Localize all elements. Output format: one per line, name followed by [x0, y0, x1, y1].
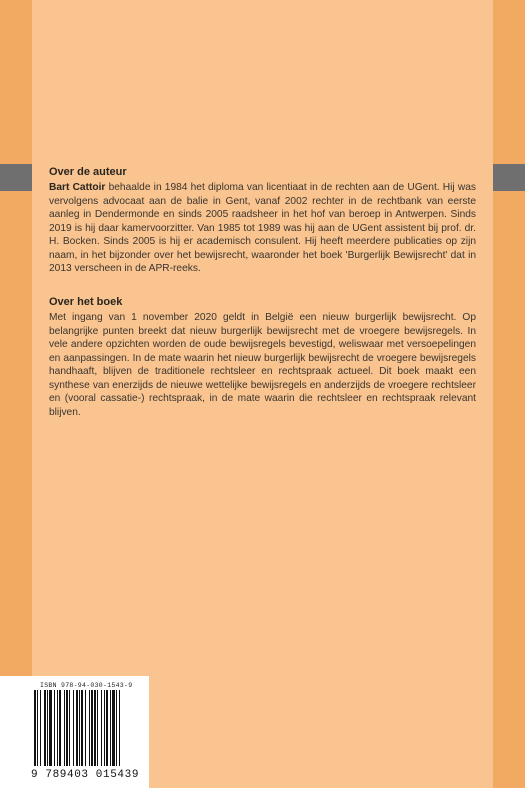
barcode-bar — [81, 690, 83, 766]
barcode-bar — [104, 690, 105, 766]
barcode-bar — [47, 690, 48, 766]
isbn-label: ISBN 978-94-030-1543-9 — [40, 682, 133, 689]
author-bio-text: behaalde in 1984 het diploma van licentiaat in de rechten aan de UGent. Hij was vervolgens advocaat aan de balie in Gent, vanaf 2002 rechter in de rechtbank van eerste aanleg in Dendermonde en sinds 2005 raadsheer in het hof van beroep in Antwerpen. Sinds 2019 is hij daar kamervoorzitter. Van 1985 tot 1989 was hij aan de UGent assistent bij prof. dr. H. Bocken. Sinds 2005 is hij er academisch consulent. Hij heeft meerdere publicaties op zijn naam, in het bijzonder over het bewijsrecht, waaronder het boek 'Burgerlijk Bewijsrecht' dat in 2013 verscheen in de APR-reeks. — [49, 182, 476, 274]
barcode-bar — [94, 690, 96, 766]
barcode-bar — [73, 690, 74, 766]
author-bio — [49, 181, 476, 276]
isbn-digits: 9 789403 015439 — [31, 769, 140, 781]
right-side-band — [493, 0, 525, 788]
barcode-bar — [101, 690, 102, 766]
barcode-bar — [89, 690, 90, 766]
left-side-band — [0, 0, 32, 788]
barcode-bar — [106, 690, 108, 766]
author-name: Bart Cattoir — [49, 182, 106, 193]
author-heading: Over de auteur — [49, 166, 127, 178]
barcode-bar — [112, 690, 115, 766]
barcode-bar — [85, 690, 86, 766]
left-grey-strip — [0, 164, 32, 191]
barcode-bar — [119, 690, 120, 766]
barcode-bar — [54, 690, 55, 766]
barcode-bar — [110, 690, 111, 766]
book-description: Met ingang van 1 november 2020 geldt in België een nieuw burgerlijk bewijsrecht. Op belangrijke punten breekt dat nieuw burgerlijk bewijsrecht met de vroegere bewijsregels. In vele andere opzichten worden de oude bewijsregels bevestigd, weliswaar met versoepelingen en aanpassingen. In de mate waarin het nieuw burgerlijk bewijsrecht de vroegere bewijsregels handhaaft, blijven de traditionele rechtsleer en rechtspraak actueel. Dit boek maakt een synthese van enerzijds de nieuwe wettelijke bewijsregels en anderzijds de vroegere rechtsleer en (vooral cassatie-) rechtspraak, in de mate waarin die rechtsleer en rechtspraak relevant blijven. — [49, 312, 476, 418]
barcode-bar — [34, 690, 36, 766]
book-heading: Over het boek — [49, 296, 123, 308]
barcode-bar — [44, 690, 46, 766]
barcode-bar — [116, 690, 117, 766]
barcode-bar — [59, 690, 61, 766]
barcode-bar — [57, 690, 58, 766]
barcode-bar — [49, 690, 52, 766]
barcode — [34, 690, 146, 766]
barcode-bar — [66, 690, 68, 766]
barcode-bar — [40, 690, 41, 766]
barcode-bar — [76, 690, 78, 766]
right-grey-strip — [493, 164, 525, 191]
barcode-bar — [79, 690, 80, 766]
barcode-bar — [64, 690, 65, 766]
barcode-bar — [91, 690, 93, 766]
barcode-bar — [69, 690, 70, 766]
barcode-bar — [97, 690, 98, 766]
barcode-bar — [37, 690, 38, 766]
